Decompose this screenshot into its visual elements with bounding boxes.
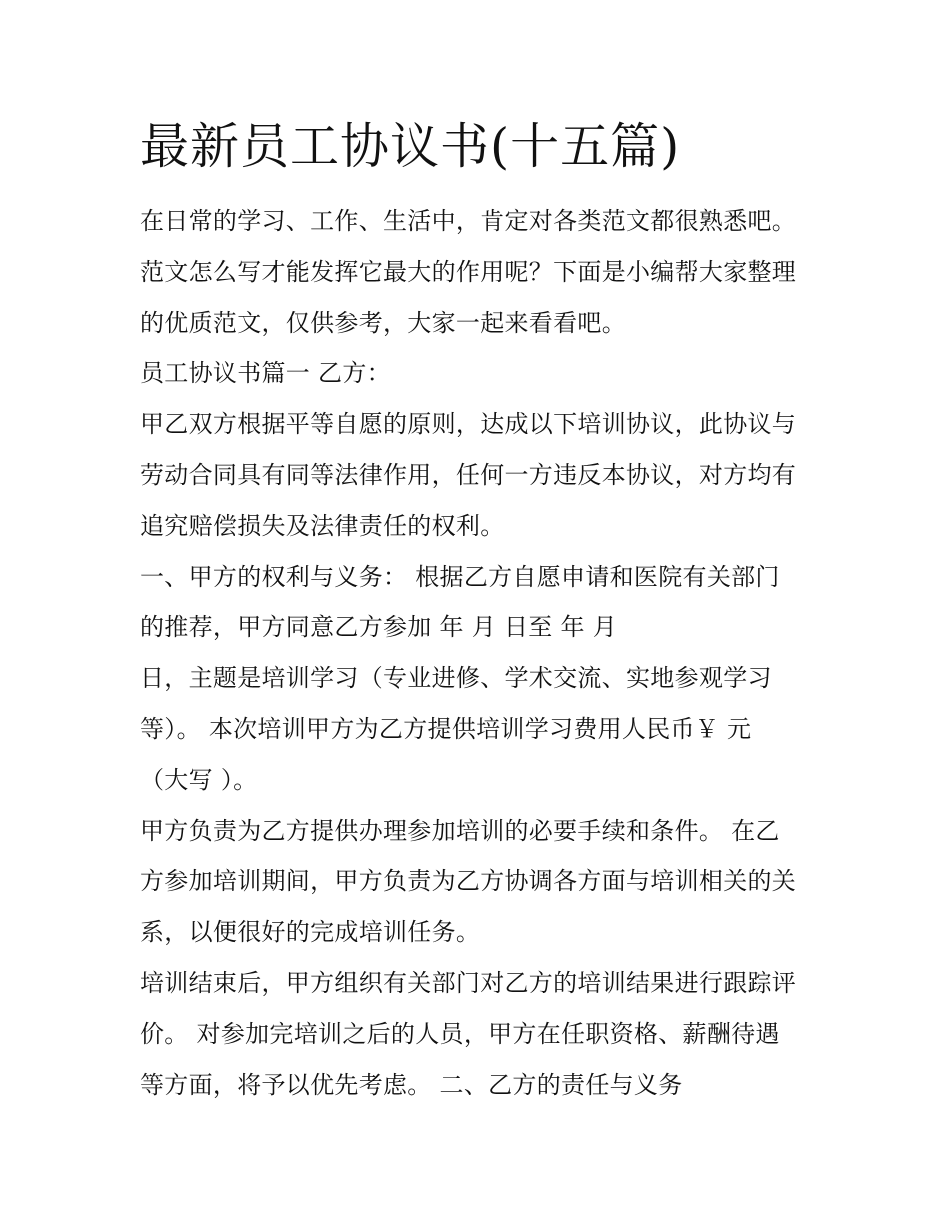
body-line-agreement-2: 劳动合同具有同等法律作用，任何一方违反本协议，对方均有 [140, 460, 797, 489]
clause-party-a-5: （大写 ）。 [140, 765, 258, 794]
section-heading-part-one: 员工协议书篇一 乙方： [140, 359, 391, 388]
document-body [140, 196, 830, 1110]
body-line-intro-3: 的优质范文，仅供参考，大家一起来看看吧。 [140, 308, 626, 337]
clause-evaluation-3: 等方面，将予以优先考虑。 二、乙方的责任与义务 [140, 1070, 683, 1099]
body-line-intro-1: 在日常的学习、工作、生活中，肯定对各类范文都很熟悉吧。 [140, 207, 797, 235]
clause-party-a-3: 日，主题是培训学习（专业进修、学术交流、实地参观学习 [140, 664, 772, 693]
clause-support-3: 系，以便很好的完成培训任务。 [140, 918, 481, 947]
clause-support-1: 甲方负责为乙方提供办理参加培训的必要手续和条件。 在乙 [140, 816, 780, 845]
clause-evaluation-2: 价。 对参加完培训之后的人员，甲方在任职资格、薪酬待遇 [140, 1019, 780, 1048]
document-title: 最新员工协议书(十五篇) [140, 118, 681, 175]
body-line-agreement-3: 追究赔偿损失及法律责任的权利。 [140, 511, 505, 540]
clause-party-a-4: 等）。 本次培训甲方为乙方提供培训学习费用人民币￥ 元 [140, 714, 752, 743]
clause-party-a-2: 的推荐，甲方同意乙方参加 年 月 日至 年 月 [140, 613, 618, 642]
body-line-agreement-1: 甲乙双方根据平等自愿的原则，达成以下培训协议，此协议与 [140, 410, 797, 439]
clause-support-2: 方参加培训期间，甲方负责为乙方协调各方面与培训相关的关 [140, 867, 797, 896]
clause-evaluation-1: 培训结束后，甲方组织有关部门对乙方的培训结果进行跟踪评 [140, 968, 797, 997]
body-line-intro-2: 范文怎么写才能发挥它最大的作用呢？下面是小编帮大家整理 [140, 257, 797, 286]
clause-party-a-1: 一、甲方的权利与义务： 根据乙方自愿申请和医院有关部门 [140, 562, 780, 591]
